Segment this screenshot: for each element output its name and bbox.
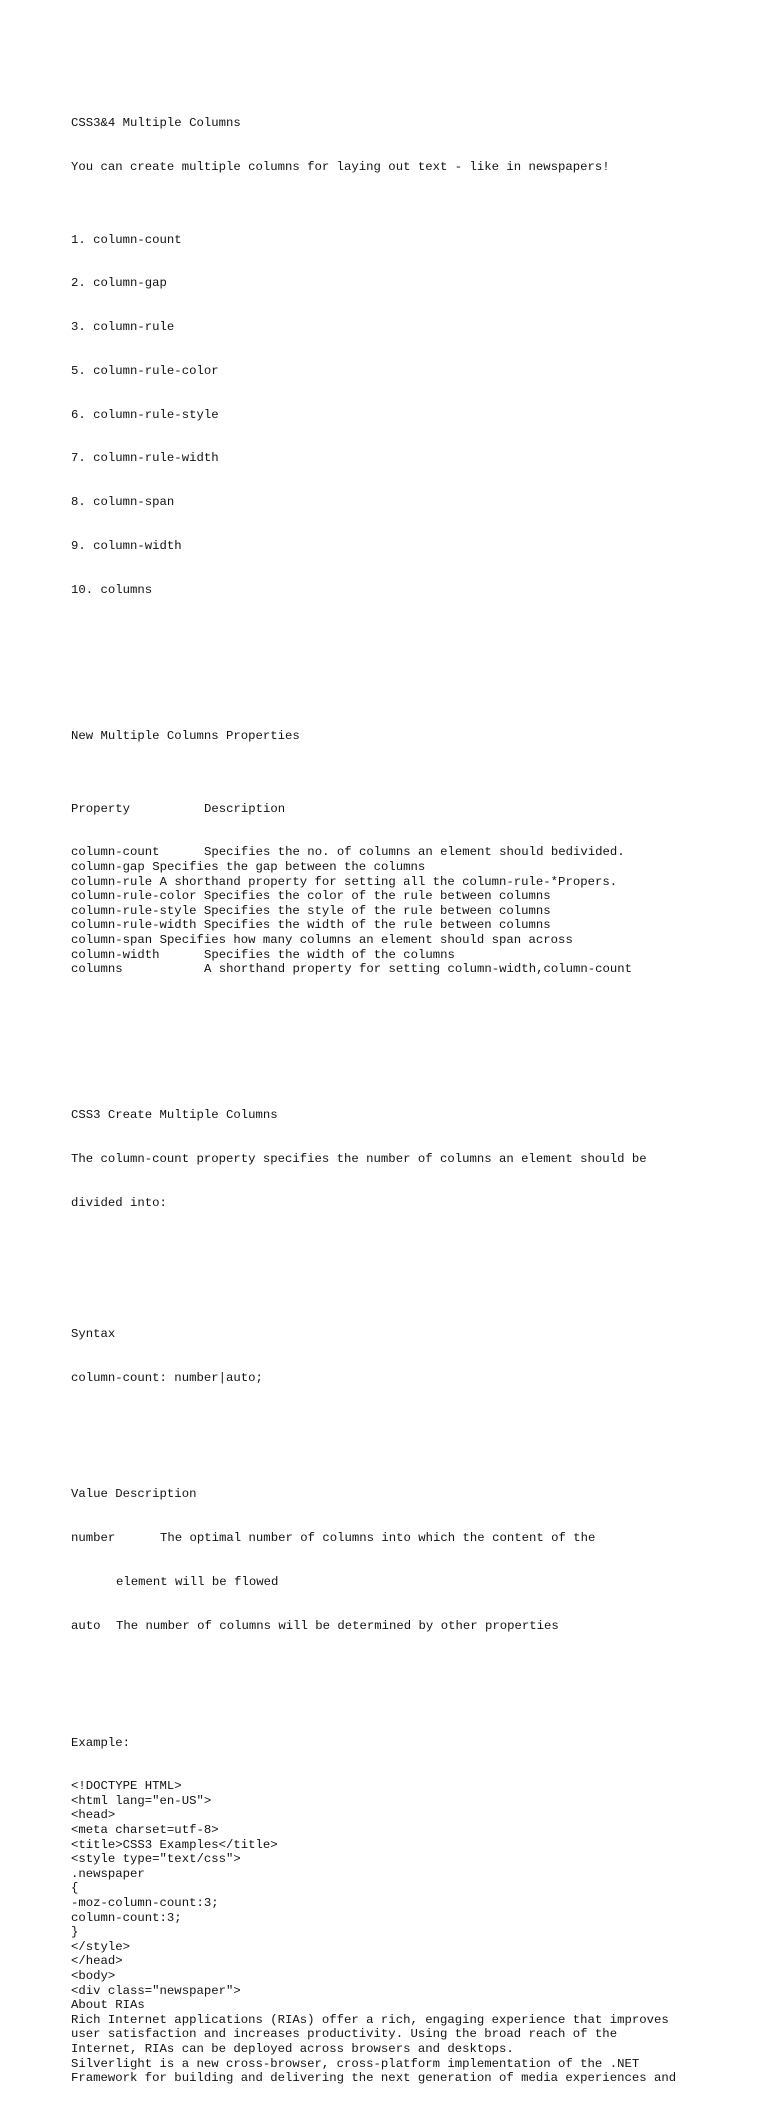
create-heading: CSS3 Create Multiple Columns bbox=[71, 1108, 278, 1123]
property-description: Specifies the width of the columns bbox=[204, 947, 455, 962]
property-description: Specifies the gap between the columns bbox=[152, 860, 426, 875]
property-name: column-gap bbox=[71, 860, 145, 875]
value-description: The number of columns will be determined by other properties bbox=[116, 1618, 559, 1633]
property-description: Specifies the color of the rule between columns bbox=[203, 889, 551, 904]
property-name: columns bbox=[71, 962, 123, 977]
example-code-block bbox=[71, 1779, 731, 2085]
example-heading: Example: bbox=[71, 1735, 131, 1750]
values-header: Value Description bbox=[71, 1487, 197, 1502]
code-line: .newspaper bbox=[71, 1866, 145, 1881]
properties-table bbox=[71, 773, 731, 1007]
table-row bbox=[71, 904, 731, 919]
value-label: auto bbox=[71, 1618, 101, 1633]
property-description: Specifies how many columns an element should span across bbox=[159, 933, 573, 948]
property-name: column-width bbox=[71, 947, 160, 962]
code-line: Silverlight is a new cross-browser, cross-platform implementation of the .NET bbox=[71, 2056, 640, 2071]
property-name: column-rule bbox=[71, 874, 153, 889]
list-item: 5. column-rule-color bbox=[71, 363, 219, 378]
property-name: column-span bbox=[71, 933, 153, 948]
list-item: 7. column-rule-width bbox=[71, 451, 219, 466]
value-row-auto bbox=[71, 1619, 731, 1634]
code-line: column-count:3; bbox=[71, 1910, 182, 1925]
code-line: -moz-column-count:3; bbox=[71, 1896, 219, 1911]
table-row bbox=[71, 845, 731, 860]
code-line: About RIAs bbox=[71, 1998, 145, 2013]
table-row bbox=[71, 948, 731, 963]
code-line: <style type="text/css"> bbox=[71, 1852, 241, 1867]
list-item: 10. columns bbox=[71, 582, 153, 597]
code-line: { bbox=[71, 1881, 79, 1896]
value-row-number bbox=[71, 1531, 731, 1546]
code-line: <div class="newspaper"> bbox=[71, 1983, 241, 1998]
code-line: <meta charset=utf-8> bbox=[71, 1823, 219, 1838]
code-line: } bbox=[71, 1925, 79, 1940]
value-description-continued: element will be flowed bbox=[116, 1574, 279, 1589]
property-name: column-count bbox=[71, 845, 160, 860]
list-item: 6. column-rule-style bbox=[71, 407, 219, 422]
code-line: <title>CSS3 Examples</title> bbox=[71, 1837, 278, 1852]
table-row bbox=[71, 875, 731, 890]
table-row bbox=[71, 889, 731, 904]
code-line: </style> bbox=[71, 1939, 131, 1954]
property-list bbox=[71, 203, 731, 626]
code-line: <html lang="en-US"> bbox=[71, 1793, 212, 1808]
list-item: 8. column-span bbox=[71, 495, 175, 510]
property-name: column-rule-width bbox=[71, 918, 197, 933]
intro-subtitle: You can create multiple columns for laying out text - like in newspapers! bbox=[71, 159, 610, 174]
list-item: 3. column-rule bbox=[71, 320, 175, 335]
code-line: </head> bbox=[71, 1954, 123, 1969]
property-description: Specifies the no. of columns an element should bedivided. bbox=[204, 845, 625, 860]
property-description: Specifies the style of the rule between columns bbox=[203, 903, 551, 918]
list-item: 2. column-gap bbox=[71, 276, 167, 291]
code-line: <body> bbox=[71, 1969, 116, 1983]
code-line: user satisfaction and increases productivity. Using the broad reach of the bbox=[71, 2027, 618, 2042]
table-row bbox=[71, 860, 731, 875]
create-paragraph-line: divided into: bbox=[71, 1195, 167, 1210]
code-line: <!DOCTYPE HTML> bbox=[71, 1779, 182, 1794]
list-item: 9. column-width bbox=[71, 539, 182, 553]
code-line: <head> bbox=[71, 1808, 116, 1823]
property-name: column-rule-color bbox=[71, 889, 197, 904]
value-label: number bbox=[71, 1531, 116, 1546]
code-line: Rich Internet applications (RIAs) offer a rich, engaging experience that improves bbox=[71, 2012, 669, 2027]
create-paragraph-line: The column-count property specifies the number of columns an element should be bbox=[71, 1151, 647, 1166]
list-item: 1. column-count bbox=[71, 232, 182, 247]
code-line: Internet, RIAs can be deployed across browsers and desktops. bbox=[71, 2041, 514, 2056]
properties-heading: New Multiple Columns Properties bbox=[71, 728, 300, 743]
table-row bbox=[71, 962, 731, 977]
property-description: A shorthand property for setting column-width,column-count bbox=[204, 962, 633, 977]
table-row bbox=[71, 933, 731, 948]
document-body bbox=[71, 72, 731, 2115]
intro-title: CSS3&4 Multiple Columns bbox=[71, 115, 241, 130]
table-row bbox=[71, 918, 731, 933]
property-description: A shorthand property for setting all the column-rule-*Propers. bbox=[159, 874, 618, 889]
syntax-heading: Syntax bbox=[71, 1326, 116, 1341]
code-line: Framework for building and delivering the next generation of media experiences and bbox=[71, 2071, 677, 2086]
column-header-property: Property bbox=[71, 801, 131, 816]
table-header-row bbox=[71, 802, 731, 817]
property-name: column-rule-style bbox=[71, 903, 197, 918]
syntax-code: column-count: number|auto; bbox=[71, 1370, 263, 1385]
value-description: The optimal number of columns into which the content of the bbox=[160, 1531, 596, 1546]
property-description: Specifies the width of the rule between columns bbox=[203, 918, 551, 933]
column-header-description: Description bbox=[204, 801, 286, 816]
